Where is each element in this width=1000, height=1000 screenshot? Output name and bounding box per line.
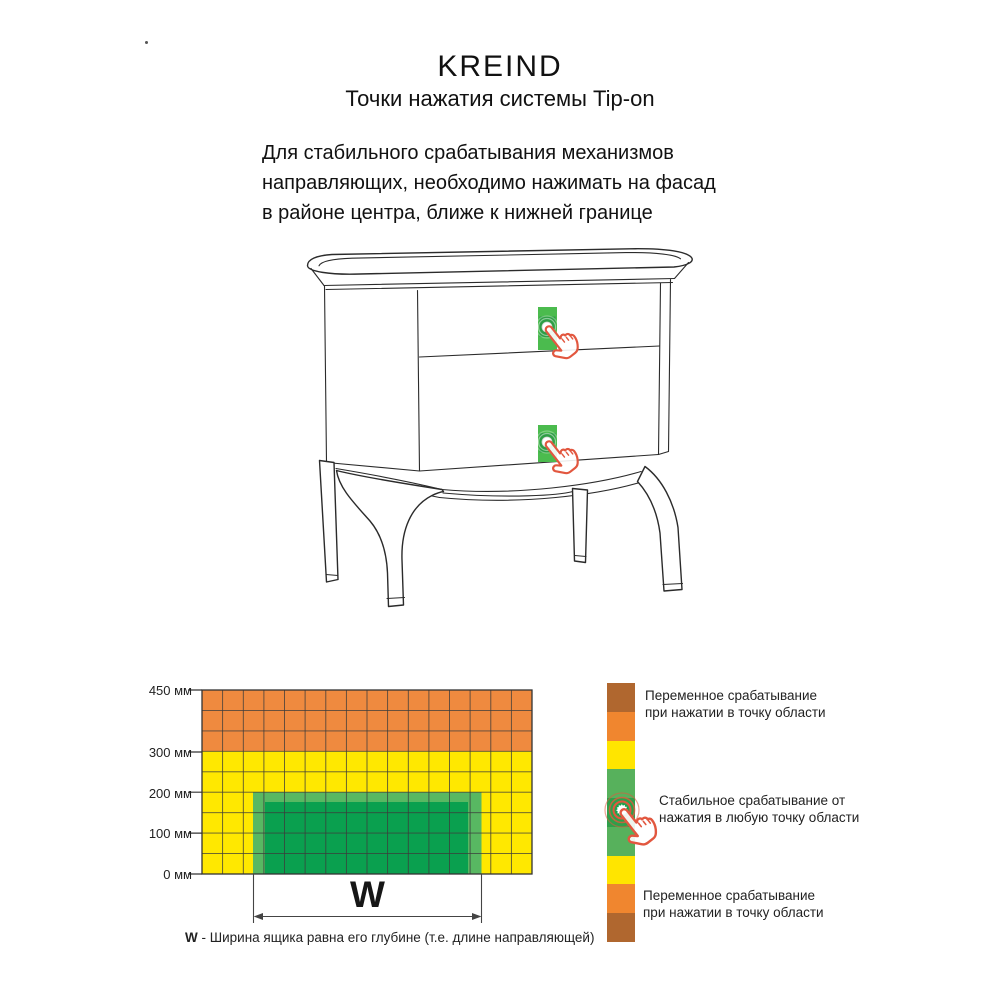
axis-label-450: 450 мм <box>148 683 192 698</box>
legend-text-middle <box>659 792 859 826</box>
legend-seg-brown-bottom <box>607 913 635 942</box>
cabinet-legs <box>320 461 683 607</box>
axis-label-200: 200 мм <box>148 785 192 801</box>
legend-top-line2: при нажатии в точку области <box>645 705 826 720</box>
cabinet-top <box>308 249 693 290</box>
tip-on-marker-top-drawer <box>536 307 583 364</box>
legend-text-top <box>645 687 826 721</box>
brand-title: KREIND <box>437 50 563 83</box>
axis-label-100: 100 мм <box>148 826 192 841</box>
intro-paragraph <box>262 138 716 228</box>
stray-dot <box>145 41 148 44</box>
legend-seg-orange-top <box>607 712 635 741</box>
intro-line-3: в районе центра, ближе к нижней границе <box>262 202 653 224</box>
w-caption-term: W <box>185 930 198 945</box>
intro-line-2: направляющих, необходимо нажимать на фасад <box>262 172 716 194</box>
axis-label-300: 300 мм <box>148 745 192 760</box>
width-dimension-label: W <box>350 874 385 915</box>
legend-seg-orange-bottom <box>607 884 635 913</box>
legend-bottom-line1: Переменное срабатывание <box>643 888 816 903</box>
axis-label-0: 0 мм <box>163 866 192 882</box>
intro-line-1: Для стабильного срабатывания механизмов <box>262 142 674 164</box>
w-caption-definition: - Ширина ящика равна его глубине (т.е. длине направляющей) <box>197 930 595 945</box>
legend-top-line1: Переменное срабатывание <box>645 688 818 703</box>
cabinet-body <box>325 280 671 472</box>
legend-seg-yellow-top <box>607 741 635 770</box>
w-caption <box>185 930 594 945</box>
page-title: Точки нажатия системы Tip-on <box>345 86 655 111</box>
legend-middle-line2: нажатия в любую точку области <box>659 810 860 825</box>
nightstand-drawing <box>280 245 720 625</box>
tip-on-marker-bottom-drawer <box>536 425 583 479</box>
legend-middle-line1: Стабильное срабатывание от <box>659 793 846 808</box>
axis-ticks <box>188 690 202 874</box>
legend-seg-brown-top <box>607 683 635 712</box>
legend-text-bottom <box>643 887 824 921</box>
legend-bottom-line2: при нажатии в точку области <box>643 905 824 920</box>
